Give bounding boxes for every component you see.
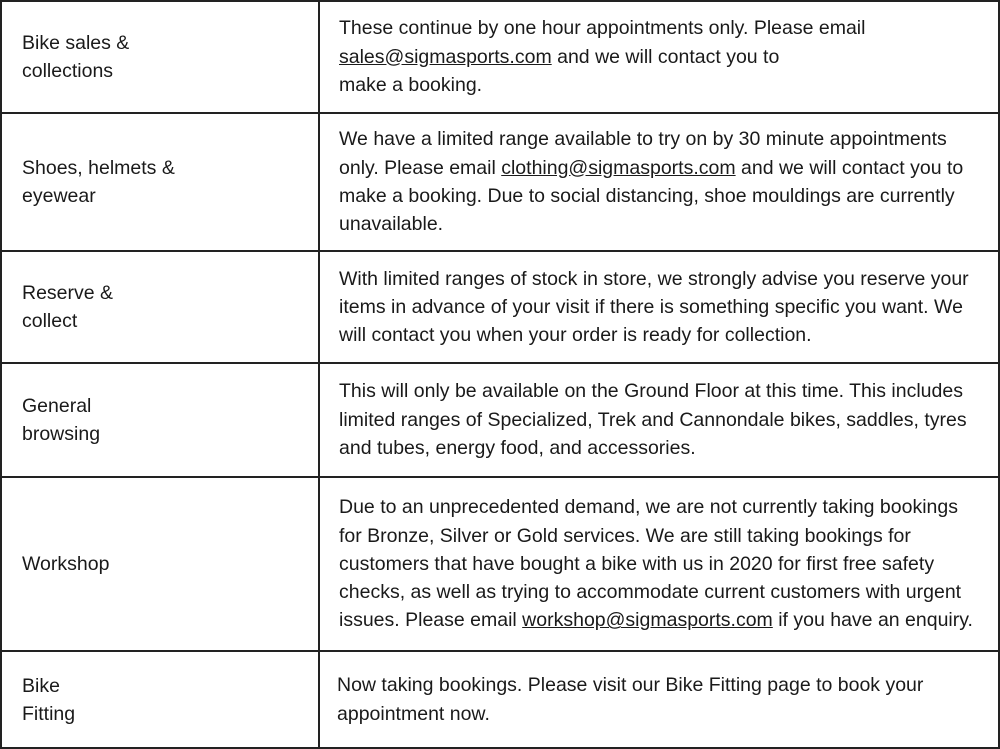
row-label: Bike Fitting [22, 674, 76, 725]
table-row-workshop [2, 478, 998, 653]
row-description-cell [320, 478, 998, 651]
row-label: Shoes, helmets & eyewear [22, 157, 175, 208]
row-description-cell [320, 652, 998, 747]
row-label-cell [2, 114, 320, 251]
row-label-cell [2, 252, 320, 362]
row-description: Now taking bookings. Please visit our Bike Fitting page to book your appointment now. [337, 674, 924, 725]
row-label: Reserve & collect [22, 282, 114, 333]
row-description: With limited ranges of stock in store, we strongly advise you reserve your items in advance of your visit if there is something specific you want. We will contact you when your order is ready for collection. [339, 267, 969, 347]
row-label: Workshop [22, 553, 110, 575]
description-text: and we will contact you to make a booking. Due to social distancing, shoe mouldings are currently unavailable. [339, 156, 964, 236]
row-label: General browsing [22, 394, 101, 445]
table-row-bike-sales [2, 2, 998, 114]
table-row-bike-fitting [2, 652, 998, 747]
row-label: Bike sales & collections [22, 31, 130, 82]
table-row-shoes-helmets [2, 114, 998, 253]
row-description-cell [320, 2, 998, 112]
row-description-cell [320, 252, 998, 362]
description-text: We have a limited range available to try on by 30 minute appointments only. Please email [339, 128, 947, 179]
row-description [339, 125, 982, 238]
row-description [339, 493, 982, 634]
description-text: These continue by one hour appointments only. Please email [339, 17, 866, 40]
row-label-cell [2, 364, 320, 476]
row-description [339, 14, 865, 99]
row-description: This will only be available on the Ground Floor at this time. This includes limited ranges of Specialized, Trek and Cannondale bikes, saddles, tyres and tubes, energy food, and accessories. [339, 380, 967, 460]
row-description-cell [320, 114, 998, 251]
row-label-cell [2, 478, 320, 651]
description-text: make a booking. [339, 74, 483, 96]
sales-email-link[interactable]: sales@sigmasports.com [339, 45, 552, 68]
clothing-email-link[interactable]: clothing@sigmasports.com [501, 156, 736, 179]
table-row-reserve-collect [2, 252, 998, 364]
row-label-cell [2, 652, 320, 747]
table-row-general-browsing [2, 364, 998, 478]
description-text: if you have an enquiry. [772, 609, 973, 632]
workshop-email-link[interactable]: workshop@sigmasports.com [522, 609, 773, 632]
row-label-cell [2, 2, 320, 112]
row-description-cell [320, 364, 998, 476]
description-text: Due to an unprecedented demand, we are not currently taking bookings for Bronze, Silver or Gold services. We are still taking bookings for customers that have bought a bike with us in 2020 for first free safety checks, as well as trying to accommodate current customers with urgent issues. Please email [339, 496, 962, 632]
description-text: and we will contact you to [551, 45, 780, 68]
